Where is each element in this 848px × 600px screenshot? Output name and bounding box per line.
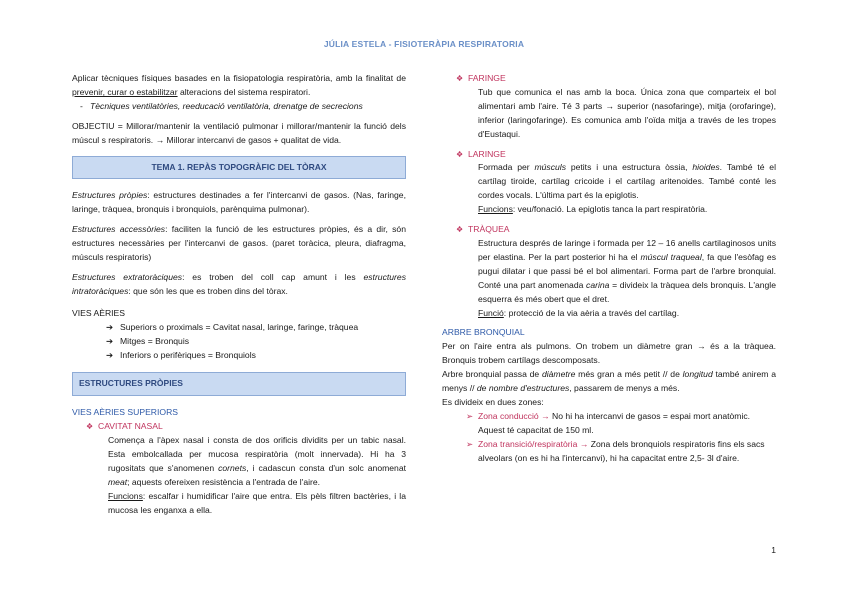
triangle-arrow-icon: ➢	[466, 410, 474, 421]
accessories-paragraph: Estructures accessòries: faciliten la funció de les estructures pròpies, és a dir, són estructures necessàries per l'intercanvi de gasos. (paret toràcica, pleura, diafragma, músculs respiratoris)	[72, 224, 406, 263]
extra-paragraph: Estructures extratoràciques: es troben del coll cap amunt i les estructures intratoràciques: que són les que es troben dins del tòrax.	[72, 271, 406, 296]
traquea-heading: ❖ TRÀQUEA	[442, 223, 776, 237]
arbre-paragraph-2: Arbre bronquial passa de diàmetre més gran a més petit // de longitud també anirem a menys // de nombre d'estructures, passarem de menys a més.	[442, 369, 776, 394]
diamond-icon: ❖	[456, 74, 464, 83]
arbre-title: ARBRE BRONQUIAL	[442, 327, 525, 338]
diamond-icon: ❖	[456, 225, 464, 235]
techniques-item: - Tècniques ventilatòries, reeducació ventilatòria, drenatge de secrecions	[72, 100, 406, 114]
page-header: JÚLIA ESTELA - FISIOTERÀPIA RESPIRATORIA	[323, 39, 525, 49]
vies-item: ➔ Inferiors o perifèriques = Bronquiols	[72, 349, 406, 363]
laringe-funcions: Funcions: veu/fonació. La epiglotis tanca la part respiratòria.	[478, 204, 708, 215]
diamond-icon: ❖	[86, 422, 94, 432]
cavitat-paragraph: Comença a l'àpex nasal i consta de dos orificis dividits per un tabic nasal. Esta embolcallada per mucosa respiratòria (molt innervada). Hi ha 3 rugositats que s'anomenen cornets, i cadascun consta d'un solc anomenat meat; aquests ofereixen resistència a l'entrada de l'aire.	[108, 435, 407, 487]
zona-item: ➢ Zona conducció → No hi ha intercanvi de gasos = espai mort anatòmic. Aquest té capacitat de 150 ml.	[466, 410, 751, 435]
left-column	[72, 72, 406, 518]
laringe-paragraph: Formada per músculs petits i una estructura òssia, hioides. També té el cartílag tiroide, cartílag cricoide i el cartílag aritenoides. També conté les cordes vocals. L'última part és la epiglotis.	[478, 162, 776, 201]
laringe-heading: ❖ LARINGE	[442, 148, 776, 162]
propies-paragraph: Estructures pròpies: estructures destinades a fer l'intercanvi de gasos. (Nas, faringe, laringe, tràquea, bronquis i bronquiols, parènquima pulmonar).	[72, 190, 406, 215]
estructures-banner: ESTRUCTURES PRÒPIES	[72, 372, 406, 396]
page-number: 1	[771, 545, 776, 556]
arrow-icon: ➔	[106, 335, 114, 346]
vies-item: ➔ Mitges = Bronquis	[72, 335, 406, 349]
traquea-funcio: Funció: protecció de la via aèria a través del cartílag.	[478, 307, 680, 318]
tema-banner: TEMA 1. REPÀS TOPOGRÀFIC DEL TÒRAX	[72, 156, 406, 180]
intro-paragraph: Aplicar tècniques físiques basades en la fisiopatologia respiratòria, amb la finalitat de prevenir, curar o estabilitzar alteracions del sistema respiratori.	[72, 73, 406, 97]
cavitat-funcions: Funcions: escalfar i humidificar l'aire que entra. Els pèls filtren bactèries, i la mucosa les enganxa a ella.	[108, 490, 406, 515]
right-column	[442, 72, 776, 465]
arbre-paragraph-1: Per on l'aire entra als pulmons. On trobem un diàmetre gran → és a la tràquea. Bronquis trobem cartílags descomposats.	[442, 341, 776, 366]
faringe-paragraph: Tub que comunica el nas amb la boca. Única zona que comparteix el bol alimentari amb l'aire. Té 3 parts → superior (nasofaringe), mitja (orofaringe), inferior (laringofaringe). Es comunica amb l'oïda mitja a través de les tropes d'Eustaqui.	[478, 86, 776, 139]
vies-item: ➔ Superiors o proximals = Cavitat nasal, laringe, faringe, tràquea	[72, 321, 406, 335]
superiors-title: VIES AÈRIES SUPERIORS	[72, 407, 179, 418]
traquea-paragraph: Estructura després de laringe i formada per 12 – 16 anells cartilaginosos units per elastina. Per la part posterior hi ha el múscul traqueal, fa que l'esòfag es pugui dilatar i que passi bé el bol alimentari. Forma part de l'arbre bronquial. Conté una part anomenada carina = divideix la tràquea dels bronquis. L'angle esquerra és més obert que el dret.	[478, 237, 776, 304]
zona-item: ➢ Zona transició/respiratòria → Zona dels bronquiols respiratoris fins els sacs alveolars (on es hi ha l'intercanvi), hi ha capacitat entre 2,5- 3l d'aire.	[466, 438, 765, 463]
diamond-icon: ❖	[456, 149, 464, 159]
faringe-heading: ❖ FARINGE	[442, 72, 776, 86]
zones-intro: Es divideix en dues zones:	[442, 396, 544, 407]
arrow-icon: ➔	[106, 349, 114, 360]
arrow-icon: ➔	[106, 321, 114, 332]
vies-title: VIES AÈRIES	[72, 307, 126, 318]
objectiu-paragraph: OBJECTIU = Millorar/mantenir la ventilació pulmonar i millorar/mantenir la funció dels múscul s respiratoris. → Millorar intercanvi de gasos + qualitat de vida.	[72, 120, 406, 145]
cavitat-heading: ❖ CAVITAT NASAL	[72, 420, 406, 434]
triangle-arrow-icon: ➢	[466, 438, 474, 449]
